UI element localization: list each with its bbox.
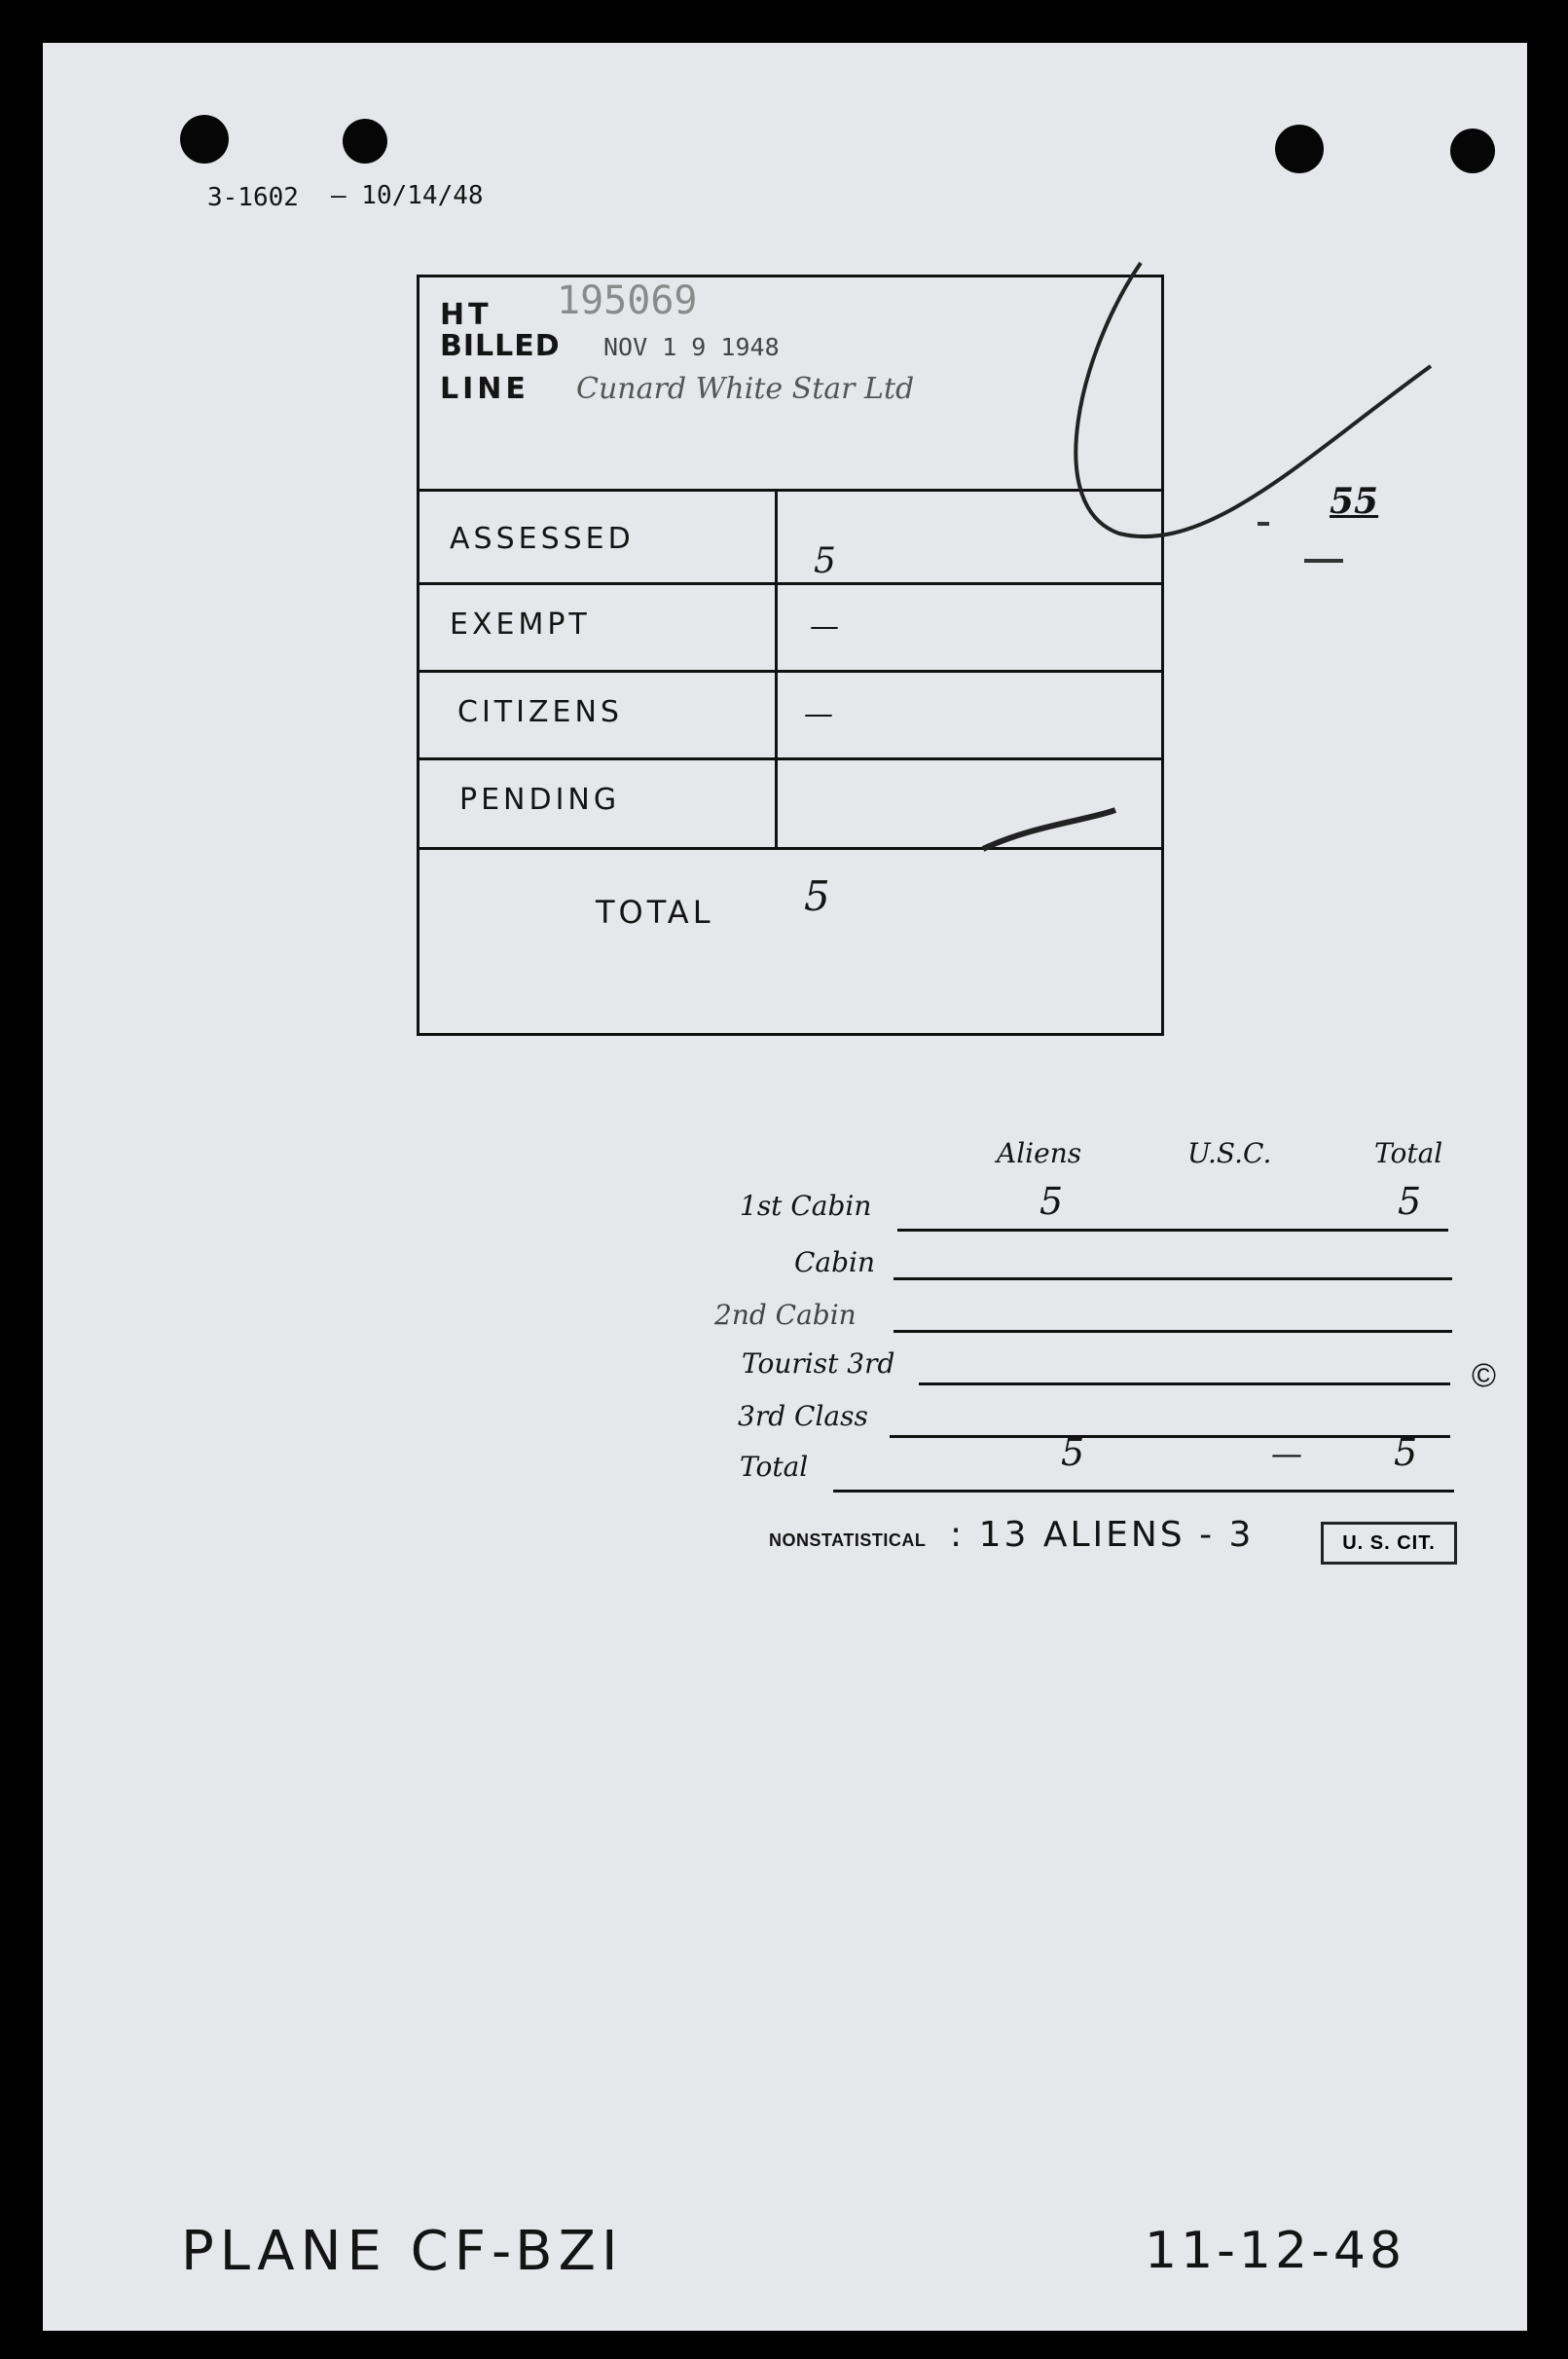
form-date: — 10/14/48	[331, 181, 484, 210]
form-number: 3-1602	[207, 183, 299, 212]
stamp-total-value: 5	[804, 872, 830, 920]
ht-label: HT	[440, 298, 492, 332]
total-value: 5	[1398, 1180, 1422, 1223]
billed-date: NOV 1 9 1948	[603, 333, 780, 361]
stamp-total-label: TOTAL	[596, 894, 714, 931]
footer-date: 11-12-48	[1145, 2222, 1406, 2280]
class-label: Total	[740, 1451, 809, 1483]
nonstat-label: NONSTATISTICAL	[769, 1530, 927, 1550]
line-value: Cunard White Star Ltd	[576, 372, 915, 406]
column-header: U.S.C.	[1187, 1137, 1272, 1169]
stamp-row-label: PENDING	[459, 783, 621, 817]
us-cit-stamp: U. S. CIT.	[1321, 1522, 1457, 1565]
line-label: LINE	[440, 372, 529, 406]
punch-hole	[343, 119, 387, 164]
billed-label: BILLED	[440, 329, 561, 363]
stamp-row-label: EXEMPT	[450, 608, 591, 642]
punch-hole	[1275, 125, 1324, 173]
class-label: 2nd Cabin	[714, 1299, 857, 1331]
class-label: 1st Cabin	[740, 1190, 872, 1222]
class-label: 3rd Class	[738, 1400, 868, 1432]
column-header: Aliens	[997, 1137, 1082, 1169]
stamp-row-label: CITIZENS	[457, 695, 623, 729]
aliens-value: 5	[1061, 1431, 1085, 1474]
stamp-row-value: 5	[814, 541, 836, 581]
stamp-row-value: —	[804, 697, 833, 731]
side-number: 55	[1330, 481, 1379, 522]
class-label: Tourist 3rd	[742, 1347, 895, 1380]
total-value: 5	[1394, 1431, 1418, 1474]
aliens-value: 5	[1039, 1180, 1064, 1223]
punch-hole	[180, 115, 229, 164]
stamp-row-value: —	[810, 609, 839, 644]
usc-value: —	[1271, 1435, 1302, 1472]
ht-number: 195069	[557, 278, 698, 323]
punch-hole	[1450, 129, 1495, 173]
copyright-like-mark: ©	[1472, 1357, 1497, 1394]
plane-id: PLANE CF-BZI	[181, 2220, 624, 2283]
column-header: Total	[1374, 1137, 1443, 1169]
nonstat-value: : 13 ALIENS - 3	[950, 1515, 1255, 1555]
class-label: Cabin	[794, 1246, 876, 1278]
stamp-row-label: ASSESSED	[450, 522, 635, 556]
